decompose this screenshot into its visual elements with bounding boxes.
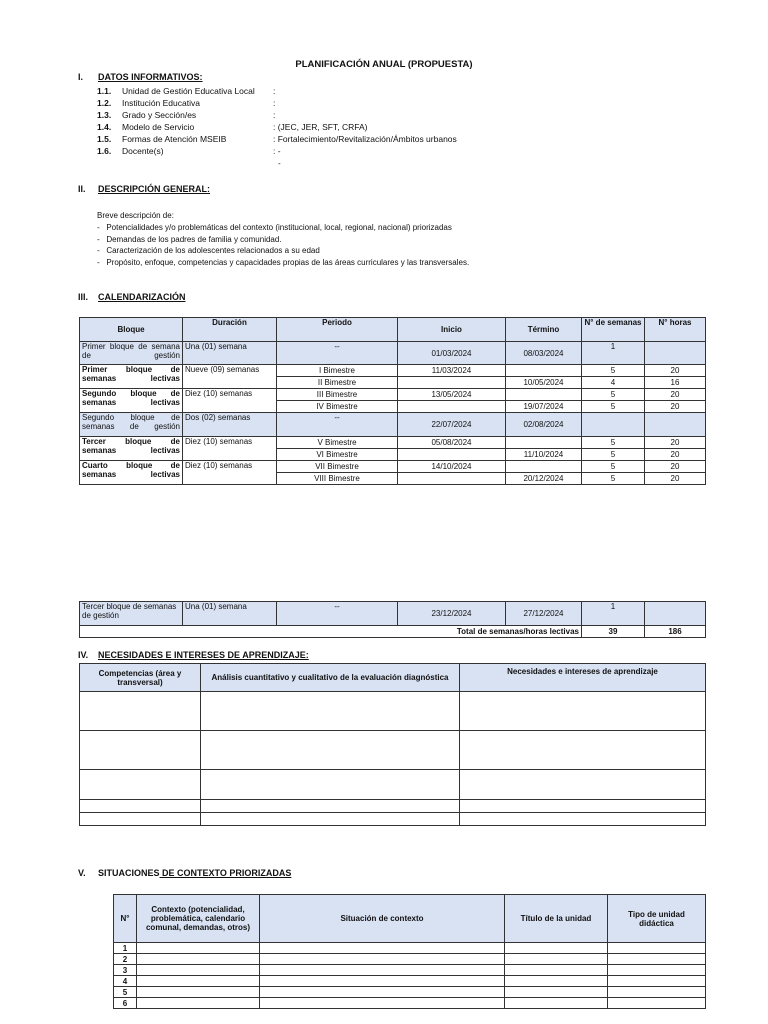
cell-titulo[interactable] [505, 987, 608, 998]
cell-contexto[interactable] [137, 954, 260, 965]
table-row [114, 965, 706, 976]
section-heading-datos: I. DATOS INFORMATIVOS: [78, 72, 203, 82]
cell-titulo[interactable] [505, 976, 608, 987]
cell-periodo: IV Bimestre [277, 401, 398, 413]
cell-horas: 20 [645, 473, 706, 485]
cell-termino: 27/12/2024 [506, 602, 582, 626]
cell-termino [506, 437, 582, 449]
cell-inicio: 01/03/2024 [398, 342, 506, 365]
section-heading-situaciones: V. SITUACIONES DE CONTEXTO PRIORIZADAS [78, 868, 292, 878]
cell-duracion: Dos (02) semanas [183, 413, 277, 437]
table-row [114, 976, 706, 987]
datos-extra-dash: - [278, 159, 281, 168]
cell-situacion[interactable] [260, 987, 505, 998]
cell-horas: 16 [645, 377, 706, 389]
cell-tipo[interactable] [608, 943, 706, 954]
table-row [80, 342, 706, 365]
cell-termino: 19/07/2024 [506, 401, 582, 413]
cell-analisis[interactable] [201, 770, 460, 800]
cell-analisis[interactable] [201, 813, 460, 826]
cell-competencias[interactable] [80, 813, 201, 826]
cell-tipo[interactable] [608, 998, 706, 1009]
cell-termino: 20/12/2024 [506, 473, 582, 485]
cell-duracion: Diez (10) semanas [183, 437, 277, 461]
calendar-header-row [80, 318, 706, 342]
total-horas: 186 [645, 626, 706, 638]
cell-duracion: Nueve (09) semanas [183, 365, 277, 389]
cell-competencias[interactable] [80, 800, 201, 813]
cell-competencias[interactable] [80, 770, 201, 800]
cell-inicio: 23/12/2024 [398, 602, 506, 626]
header-semanas: N° de semanas [582, 318, 645, 342]
cell-semanas: 1 [582, 602, 645, 626]
cell-periodo: VI Bimestre [277, 449, 398, 461]
cell-horas: 20 [645, 401, 706, 413]
cell-contexto[interactable] [137, 965, 260, 976]
cell-semanas: 4 [582, 377, 645, 389]
calendar-table [79, 317, 706, 485]
header-competencias: Competencias (área y transversal) [80, 664, 201, 692]
cell-semanas: 5 [582, 365, 645, 377]
header-periodo: Periodo [277, 318, 398, 342]
cell-termino: 08/03/2024 [506, 342, 582, 365]
cell-semanas: 5 [582, 461, 645, 473]
cell-inicio [398, 401, 506, 413]
descripcion-item: - Demandas de los padres de familia y comunidad. [97, 234, 282, 244]
cell-inicio: 13/05/2024 [398, 389, 506, 401]
cell-titulo[interactable] [505, 943, 608, 954]
cell-analisis[interactable] [201, 692, 460, 731]
header-titulo: Título de la unidad [505, 895, 608, 943]
cell-contexto[interactable] [137, 987, 260, 998]
cell-situacion[interactable] [260, 943, 505, 954]
cell-necesidades[interactable] [460, 770, 706, 800]
cell-necesidades[interactable] [460, 800, 706, 813]
cell-necesidades[interactable] [460, 731, 706, 770]
descripcion-item: - Potencialidades y/o problemáticas del contexto (institucional, local, regional, nacional) priorizadas [97, 222, 452, 232]
cell-bloque: Tercer bloque de semanas de gestión [80, 602, 183, 626]
cell-semanas: 1 [582, 342, 645, 365]
cell-titulo[interactable] [505, 954, 608, 965]
cell-periodo: -- [277, 413, 398, 437]
header-horas: N° horas [645, 318, 706, 342]
cell-bloque: Cuarto bloque de semanas lectivas [80, 461, 183, 485]
cell-bloque: Segundo bloque de semanas de gestión [80, 413, 183, 437]
datos-informativos-list: 1.1. Unidad de Gestión Educativa Local : 1.2. Institución Educativa : 1.3. Grado y Sección/es : 1.4. Modelo de Servicio : (JEC, JER, SFT, CRFA) 1.5. Formas de Atención MSEIB : Fortalecimiento/Revitalización/Ámbitos urbanos 1.6. Docente(s) : - - [97, 86, 457, 168]
cell-situacion[interactable] [260, 965, 505, 976]
situaciones-table [113, 894, 706, 1009]
cell-situacion[interactable] [260, 998, 505, 1009]
cell-inicio [398, 473, 506, 485]
cell-tipo[interactable] [608, 965, 706, 976]
table-row [80, 413, 706, 437]
cell-horas: 20 [645, 389, 706, 401]
cell-numero: 3 [114, 965, 137, 976]
cell-competencias[interactable] [80, 692, 201, 731]
section-heading-necesidades: IV. NECESIDADES E INTERESES DE APRENDIZAJE: [78, 650, 309, 660]
cell-horas: 20 [645, 461, 706, 473]
necesidades-table [79, 663, 706, 826]
cell-bloque: Tercer bloque de semanas lectivas [80, 437, 183, 461]
cell-duracion: Una (01) semana [183, 602, 277, 626]
cell-termino [506, 389, 582, 401]
cell-tipo[interactable] [608, 976, 706, 987]
cell-numero: 4 [114, 976, 137, 987]
section-heading-descripcion: II. DESCRIPCIÓN GENERAL: [78, 184, 211, 194]
header-situacion: Situación de contexto [260, 895, 505, 943]
header-bloque: Bloque [80, 318, 183, 342]
total-row [80, 626, 706, 638]
total-semanas: 39 [582, 626, 645, 638]
descripcion-general [97, 210, 469, 269]
section-heading-calendarizacion: III. CALENDARIZACIÓN [78, 292, 186, 302]
table-row [80, 731, 706, 770]
cell-periodo: -- [277, 602, 398, 626]
header-inicio: Inicio [398, 318, 506, 342]
header-contexto: Contexto (potencialidad, problemática, calendario comunal, demandas, otros) [137, 895, 260, 943]
table-row [80, 437, 706, 449]
cell-inicio: 22/07/2024 [398, 413, 506, 437]
cell-semanas: 5 [582, 401, 645, 413]
cell-horas [645, 413, 706, 437]
cell-titulo[interactable] [505, 998, 608, 1009]
cell-termino: 11/10/2024 [506, 449, 582, 461]
cell-contexto[interactable] [137, 976, 260, 987]
cell-necesidades[interactable] [460, 692, 706, 731]
total-label: Total de semanas/horas lectivas [80, 626, 582, 638]
descripcion-item: - Caracterización de los adolescentes relacionados a su edad [97, 246, 320, 256]
cell-periodo: I Bimestre [277, 365, 398, 377]
cell-numero: 1 [114, 943, 137, 954]
header-necesidades: Necesidades e intereses de aprendizaje [460, 664, 706, 692]
cell-termino [506, 365, 582, 377]
cell-titulo[interactable] [505, 965, 608, 976]
cell-horas: 20 [645, 449, 706, 461]
cell-termino: 02/08/2024 [506, 413, 582, 437]
header-numero: N° [114, 895, 137, 943]
necesidades-header-row [80, 664, 706, 692]
cell-horas: 20 [645, 437, 706, 449]
cell-inicio: 14/10/2024 [398, 461, 506, 473]
situaciones-header-row [114, 895, 706, 943]
cell-semanas: 5 [582, 437, 645, 449]
cell-necesidades[interactable] [460, 813, 706, 826]
cell-termino: 10/05/2024 [506, 377, 582, 389]
cell-numero: 6 [114, 998, 137, 1009]
cell-duracion: Diez (10) semanas [183, 461, 277, 485]
table-row [114, 943, 706, 954]
cell-periodo: III Bimestre [277, 389, 398, 401]
cell-numero: 5 [114, 987, 137, 998]
cell-periodo: VIII Bimestre [277, 473, 398, 485]
cell-tipo[interactable] [608, 954, 706, 965]
cell-periodo: V Bimestre [277, 437, 398, 449]
table-row [114, 954, 706, 965]
table-row [80, 461, 706, 473]
cell-numero: 2 [114, 954, 137, 965]
table-row [80, 389, 706, 401]
descripcion-item: - Propósito, enfoque, competencias y capacidades propias de las áreas curriculares y las transversales. [97, 258, 470, 268]
cell-periodo: VII Bimestre [277, 461, 398, 473]
cell-termino [506, 461, 582, 473]
cell-inicio: 05/08/2024 [398, 437, 506, 449]
cell-duracion: Una (01) semana [183, 342, 277, 365]
cell-horas [645, 342, 706, 365]
cell-bloque: Segundo bloque de semanas lectivas [80, 389, 183, 413]
cell-periodo: II Bimestre [277, 377, 398, 389]
cell-semanas: 5 [582, 389, 645, 401]
cell-bloque: Primer bloque de semanas lectivas [80, 365, 183, 389]
cell-situacion[interactable] [260, 954, 505, 965]
cell-semanas: 5 [582, 473, 645, 485]
cell-inicio [398, 377, 506, 389]
cell-horas: 20 [645, 365, 706, 377]
calendar-table-continued [79, 601, 706, 638]
header-termino: Término [506, 318, 582, 342]
cell-analisis[interactable] [201, 731, 460, 770]
header-analisis: Análisis cuantitativo y cualitativo de la evaluación diagnóstica [201, 664, 460, 692]
cell-competencias[interactable] [80, 731, 201, 770]
cell-analisis[interactable] [201, 800, 460, 813]
table-row [80, 692, 706, 731]
table-row [114, 998, 706, 1009]
table-row [80, 365, 706, 377]
cell-situacion[interactable] [260, 976, 505, 987]
cell-contexto[interactable] [137, 998, 260, 1009]
table-row [80, 602, 706, 626]
cell-semanas: 5 [582, 449, 645, 461]
header-duracion: Duración [183, 318, 277, 342]
table-row [80, 813, 706, 826]
cell-tipo[interactable] [608, 987, 706, 998]
header-tipo: Tipo de unidad didáctica [608, 895, 706, 943]
cell-bloque: Primer bloque de semana de gestión [80, 342, 183, 365]
table-row [114, 987, 706, 998]
descripcion-intro: Breve descripción de: [97, 211, 174, 220]
cell-inicio: 11/03/2024 [398, 365, 506, 377]
cell-inicio [398, 449, 506, 461]
table-row [80, 770, 706, 800]
page-title: PLANIFICACIÓN ANUAL (PROPUESTA) [295, 59, 473, 70]
cell-periodo: -- [277, 342, 398, 365]
cell-duracion: Diez (10) semanas [183, 389, 277, 413]
table-row [80, 800, 706, 813]
cell-horas [645, 602, 706, 626]
cell-contexto[interactable] [137, 943, 260, 954]
cell-semanas [582, 413, 645, 437]
